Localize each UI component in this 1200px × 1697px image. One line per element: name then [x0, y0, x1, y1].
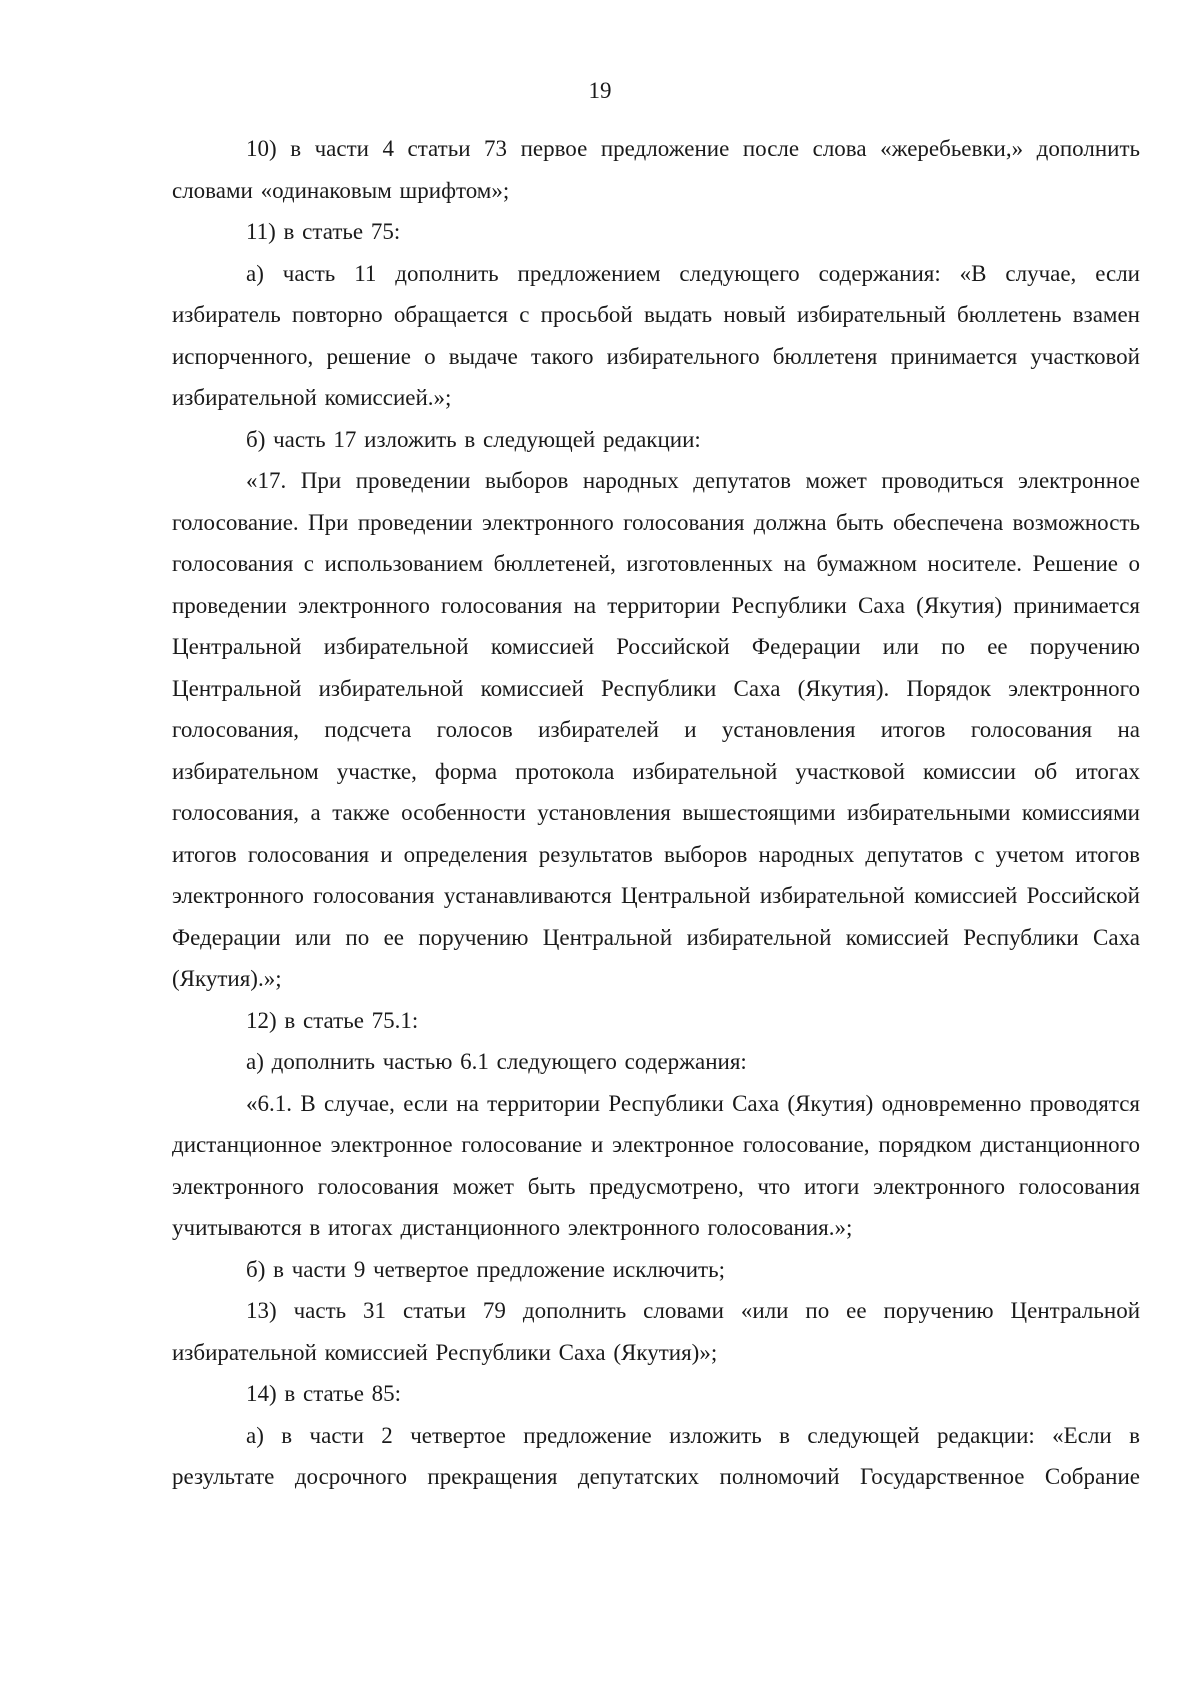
paragraph-item-12a: а) дополнить частью 6.1 следующего содержания:: [246, 1049, 747, 1074]
page-number: 19: [588, 78, 612, 103]
paragraph-item-13: 13) часть 31 статьи 79 дополнить словами «или по ее поручению Центральной избирательной комиссией Республики Саха (Якутия)»;: [172, 1298, 1140, 1365]
paragraph-item-11b: б) часть 17 изложить в следующей редакции:: [246, 426, 701, 452]
paragraph-part-17-text: «17. При проведении выборов народных депутатов может проводиться электронное голосование. При проведении электронного голосования должна быть обеспечена возможность голосования с использованием бюллетеней, изготовленных на бумажном носителе. Решение о проведении электронного голосования на территории Республики Саха (Якутия) принимается Центральной избирательной комиссией Российской Федерации или по ее поручению Центральной избирательной комиссией Республики Саха (Якутия). Порядок электронного голосования, подсчета голосов избирателей и установления итогов голосования на избирательном участке, форма протокола избирательной участковой комиссии об итогах голосования, а также особенности установления вышестоящими избирательными комиссиями итогов голосования и определения результатов выборов народных депутатов с учетом итогов электронного голосования устанавливаются Центральной избирательной комиссией Российской Федерации или по ее поручению Центральной избирательной комиссией Республики Саха (Якутия).»;: [172, 468, 1140, 991]
paragraph-item-14a: а) в части 2 четвертое предложение изложить в следующей редакции: «Если в результате досрочного прекращения депутатских полномочий Государственное Собрание: [172, 1422, 1140, 1489]
document-body: [172, 128, 1140, 1498]
paragraph-item-12: 12) в статье 75.1:: [246, 1007, 419, 1033]
paragraph-item-10: 10) в части 4 статьи 73 первое предложение после слова «жеребьевки,» дополнить словами «одинаковым шрифтом»;: [172, 136, 1140, 203]
paragraph-item-14: 14) в статье 85:: [246, 1381, 402, 1406]
paragraph-part-6-1-text: «6.1. В случае, если на территории Республики Саха (Якутия) одновременно проводятся дистанционное электронное голосование и электронное голосование, порядком дистанционного электронного голосования может быть предусмотрено, что итоги электронного голосования учитываются в итогах дистанционного электронного голосования.»;: [172, 1090, 1140, 1240]
paragraph-item-11: 11) в статье 75:: [246, 219, 401, 244]
paragraph-item-12b: б) в части 9 четвертое предложение исключить;: [246, 1256, 725, 1282]
paragraph-item-11a: а) часть 11 дополнить предложением следующего содержания: «В случае, если избиратель повторно обращается с просьбой выдать новый избирательный бюллетень взамен испорченного, решение о выдаче такого избирательного бюллетеня принимается участковой избирательной комиссией.»;: [172, 260, 1140, 410]
